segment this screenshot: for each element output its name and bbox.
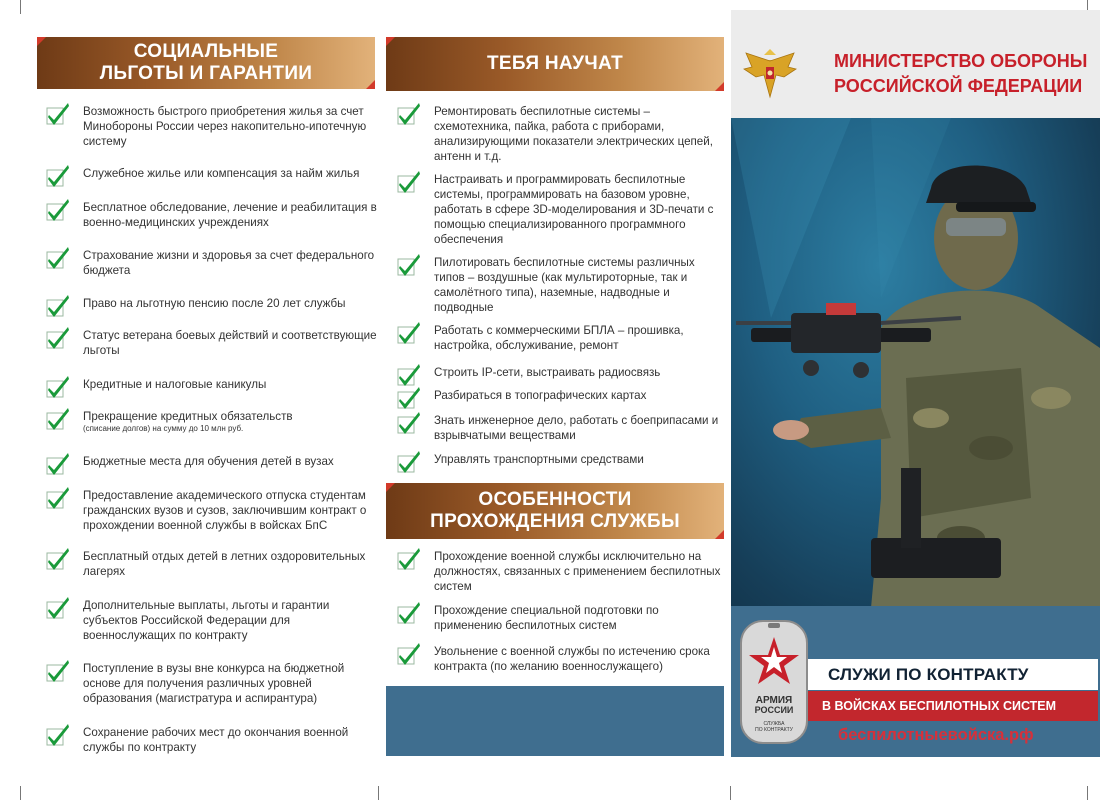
check-icon [45,594,71,620]
item-label: Разбираться в топографических картах [434,389,647,402]
item-note: (списание долгов) на сумму до 10 млн руб. [83,424,244,433]
header-line-2: ЛЬГОТЫ И ГАРАНТИИ [99,63,313,84]
list-item [396,413,721,443]
check-icon [396,100,422,126]
item-label: Бесплатный отдых детей в летних оздоровительных лагерях [83,550,366,578]
list-item [396,603,721,633]
list-item-text [83,488,380,533]
check-icon [45,545,71,571]
social-benefits-header [37,37,375,89]
list-item-text [83,598,380,643]
check-icon [396,545,422,571]
tag-line-3: СЛУЖБА [763,721,785,727]
item-label: Предоставление академического отпуска студентам гражданских вузов и сузов, заключившим контракт о прохождении военной службы в войсках БпС [83,489,367,532]
item-label: Знать инженерное дело, работать с боеприпасами и взрывчатыми веществами [434,414,719,442]
list-item-text [83,725,380,755]
list-item-text [83,661,380,706]
list-item [396,388,721,410]
item-label: Бесплатное обследование, лечение и реабилитация в военно-медицинских учреждениях [83,201,377,229]
list-item [396,452,721,474]
contract-subtitle: В ВОЙСКАХ БЕСПИЛОТНЫХ СИСТЕМ [808,691,1098,721]
list-item [45,248,380,278]
crop-mark [378,786,379,800]
item-label: Бюджетные места для обучения детей в вузах [83,455,334,468]
list-item-text [83,409,293,434]
check-icon [45,100,71,126]
soldier-with-drone-photo [731,118,1100,608]
list-item [45,328,380,358]
list-item [396,365,721,387]
list-item [45,104,380,149]
item-label: Увольнение с военной службы по истечению срока контракта (по желанию военнослужащего) [434,645,710,673]
list-item [396,255,721,315]
list-item-text [83,549,380,579]
ministry-line-1: МИНИСТЕРСТВО ОБОРОНЫ [834,51,1088,71]
decorative-blue-band [386,686,724,756]
list-item [45,549,380,579]
item-label: Настраивать и программировать беспилотные системы, программировать на базовом уровне, работать в сфере 3D-моделирования и 3D-печати с помощью специализированного программного обеспечения [434,173,714,246]
item-label: Прохождение военной службы исключительно на должностях, связанных с применением беспилотных систем [434,550,721,593]
check-icon [45,657,71,683]
header-title: ТЕБЯ НАУЧАТ [487,53,623,74]
item-label: Кредитные и налоговые каникулы [83,378,267,391]
item-label: Дополнительные выплаты, льготы и гарантии субъектов Российской Федерации для военнослужащих по контракту [83,599,330,642]
list-item [45,598,380,643]
website-link[interactable]: беспилотныевойска.рф [838,726,1034,744]
list-item-text [83,377,266,392]
crop-mark [730,786,731,800]
item-label: Управлять транспортными средствами [434,453,644,466]
training-header [386,37,724,91]
item-label: Прекращение кредитных обязательств [83,410,293,423]
header-line-1: ОСОБЕННОСТИ [478,489,632,510]
list-item-text [83,166,359,181]
tag-line-4: ПО КОНТРАКТУ [755,727,793,733]
check-icon [396,409,422,435]
check-icon [396,599,422,625]
list-item-text [83,454,334,469]
contract-title: СЛУЖИ ПО КОНТРАКТУ [808,659,1098,690]
header-line-1: СОЦИАЛЬНЫЕ [133,41,279,62]
check-icon [45,405,71,431]
service-features-header [386,483,724,539]
check-icon [45,292,71,318]
list-item-text [83,328,380,358]
item-label: Прохождение специальной подготовки по применению беспилотных систем [434,604,659,632]
check-icon [45,324,71,350]
list-item-text [434,413,721,443]
item-label: Ремонтировать беспилотные системы – схемотехника, пайка, работа с приборами, анализирующими показатели электрических цепей, антенн и т.д. [434,105,713,163]
list-item [45,454,380,476]
header-line-2: ПРОХОЖДЕНИЯ СЛУЖБЫ [430,511,680,532]
crop-mark [20,0,21,14]
list-item-text [83,248,380,278]
ministry-title [834,49,1094,99]
tag-line-2: РОССИИ [754,705,794,715]
check-icon [45,196,71,222]
check-icon [45,484,71,510]
item-label: Статус ветерана боевых действий и соответствующие льготы [83,329,377,357]
list-item-text [434,104,721,164]
list-item [396,104,721,164]
list-item [45,377,380,399]
list-item-text [434,172,721,247]
item-label: Право на льготную пенсию после 20 лет службы [83,297,346,310]
list-item-text [83,200,380,230]
eagle-emblem-icon [742,47,798,101]
item-label: Строить IP-сети, выстраивать радиосвязь [434,366,661,379]
check-icon [396,168,422,194]
crop-mark [1087,786,1088,800]
check-icon [396,384,422,410]
list-item [45,488,380,533]
check-icon [396,251,422,277]
soldier-illustration [731,118,1100,608]
list-item [45,166,380,188]
list-item-text [434,365,660,380]
list-item [45,296,380,318]
list-item [396,644,721,674]
check-icon [396,319,422,345]
check-icon [45,244,71,270]
check-icon [45,450,71,476]
item-label: Сохранение рабочих мест до окончания военной службы по контракту [83,726,349,754]
item-label: Пилотировать беспилотные системы различных типов – воздушные (как мультироторные, так и самолётного типа), наземные, надводные и подводные [434,256,695,314]
list-item-text [83,104,380,149]
crop-mark [20,786,21,800]
list-item-text [83,296,346,311]
check-icon [396,640,422,666]
item-label: Работать с коммерческими БПЛА – прошивка, настройка, обслуживание, ремонт [434,324,684,352]
ministry-line-2: РОССИЙСКОЙ ФЕДЕРАЦИИ [834,76,1083,96]
list-item [45,200,380,230]
list-item [396,549,721,594]
list-item-text [434,549,721,594]
item-label: Служебное жилье или компенсация за найм жилья [83,167,360,180]
list-item-text [434,452,644,467]
list-item [45,725,380,755]
check-icon [45,721,71,747]
check-icon [45,373,71,399]
list-item [45,661,380,706]
list-item [396,172,721,247]
check-icon [45,162,71,188]
list-item-text [434,323,721,353]
tag-line-1: АРМИЯ [755,695,793,706]
item-label: Возможность быстрого приобретения жилья за счет Минобороны России через накопительно-ипотечную систему [83,105,367,148]
list-item-text [434,644,721,674]
list-item [45,409,380,434]
list-item-text [434,388,646,403]
item-label: Страхование жизни и здоровья за счет федерального бюджета [83,249,375,277]
check-icon [396,448,422,474]
army-dog-tag-icon [739,615,809,745]
list-item [396,323,721,353]
item-label: Поступление в вузы вне конкурса на бюджетной основе для получения различных уровней образования (магистратура и аспирантура) [83,662,345,705]
list-item-text [434,255,721,315]
list-item-text [434,603,721,633]
